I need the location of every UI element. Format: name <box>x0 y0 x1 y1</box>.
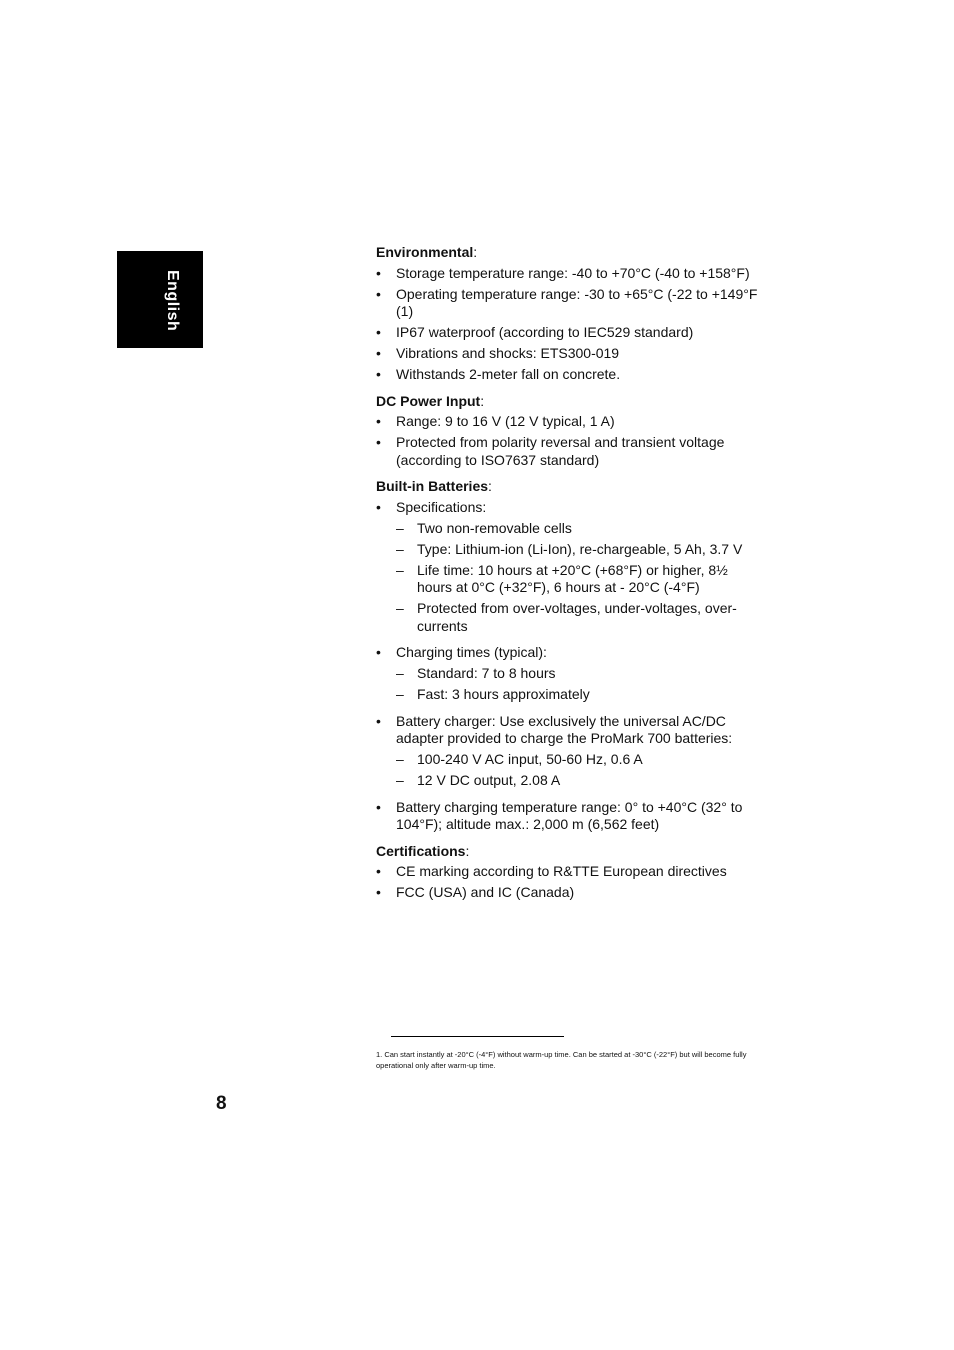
section-heading-built-in-batteries: Built-in Batteries: <box>376 478 492 494</box>
list-item <box>376 713 766 790</box>
batteries-list <box>376 499 766 834</box>
list-item: • Storage temperature range: -40 to +70°C (-40 to +158°F) <box>376 265 766 283</box>
section-heading-environmental: Environmental: <box>376 244 478 260</box>
list-item: • FCC (USA) and IC (Canada) <box>376 884 766 902</box>
sub-list-item: – 100-240 V AC input, 50-60 Hz, 0.6 A <box>396 751 766 769</box>
list-item: • Range: 9 to 16 V (12 V typical, 1 A) <box>376 413 766 431</box>
sub-list-item: – Life time: 10 hours at +20°C (+68°F) or higher, 8½ hours at 0°C (+32°F), 6 hours at - 20°C (-4°F) <box>396 562 766 597</box>
dc-power-list <box>376 413 766 469</box>
footnote-rule <box>391 1036 564 1037</box>
page-number: 8 <box>216 1093 227 1114</box>
spec-content <box>376 244 766 905</box>
list-item: • Battery charging temperature range: 0° to +40°C (32° to 104°F); altitude max.: 2,000 m (6,562 feet) <box>376 799 766 834</box>
sub-list-item: – Protected from over-voltages, under-voltages, over-currents <box>396 600 766 635</box>
list-item <box>376 499 766 636</box>
list-item: • Withstands 2-meter fall on concrete. <box>376 366 766 384</box>
certifications-list <box>376 863 766 902</box>
sub-list-item: – Two non-removable cells <box>396 520 766 538</box>
sub-list-item: – 12 V DC output, 2.08 A <box>396 772 766 790</box>
footnote: 1. Can start instantly at -20°C (-4°F) without warm-up time. Can be started at -30°C (-22°F) but will become fully operational only after warm-up time. <box>376 1050 747 1070</box>
list-item-text: Charging times (typical): <box>396 644 547 660</box>
section-heading-dc-power-input: DC Power Input: <box>376 392 485 409</box>
list-item-text: Battery charger: Use exclusively the universal AC/DC adapter provided to charge the ProMark 700 batteries: <box>396 712 733 746</box>
language-tab-label: English <box>164 270 181 332</box>
list-item-text: Specifications: <box>396 498 487 515</box>
sub-list-item: – Type: Lithium-ion (Li-Ion), re-chargeable, 5 Ah, 3.7 V <box>396 541 766 559</box>
sub-list <box>396 665 766 704</box>
sub-list-item: – Fast: 3 hours approximately <box>396 686 766 704</box>
list-item: • IP67 waterproof (according to IEC529 standard) <box>376 324 766 342</box>
list-item <box>376 644 766 704</box>
language-tab <box>117 251 203 348</box>
environmental-list <box>376 265 766 384</box>
list-item: • Vibrations and shocks: ETS300-019 <box>376 345 766 363</box>
list-item: • Protected from polarity reversal and transient voltage (according to ISO7637 standard) <box>376 434 766 469</box>
sub-list-item: – Standard: 7 to 8 hours <box>396 665 766 683</box>
list-item: • Operating temperature range: -30 to +65°C (-22 to +149°F (1) <box>376 286 766 321</box>
list-item: • CE marking according to R&TTE European directives <box>376 863 766 881</box>
sub-list <box>396 520 766 636</box>
section-heading-certifications: Certifications: <box>376 842 470 859</box>
sub-list <box>396 751 766 790</box>
